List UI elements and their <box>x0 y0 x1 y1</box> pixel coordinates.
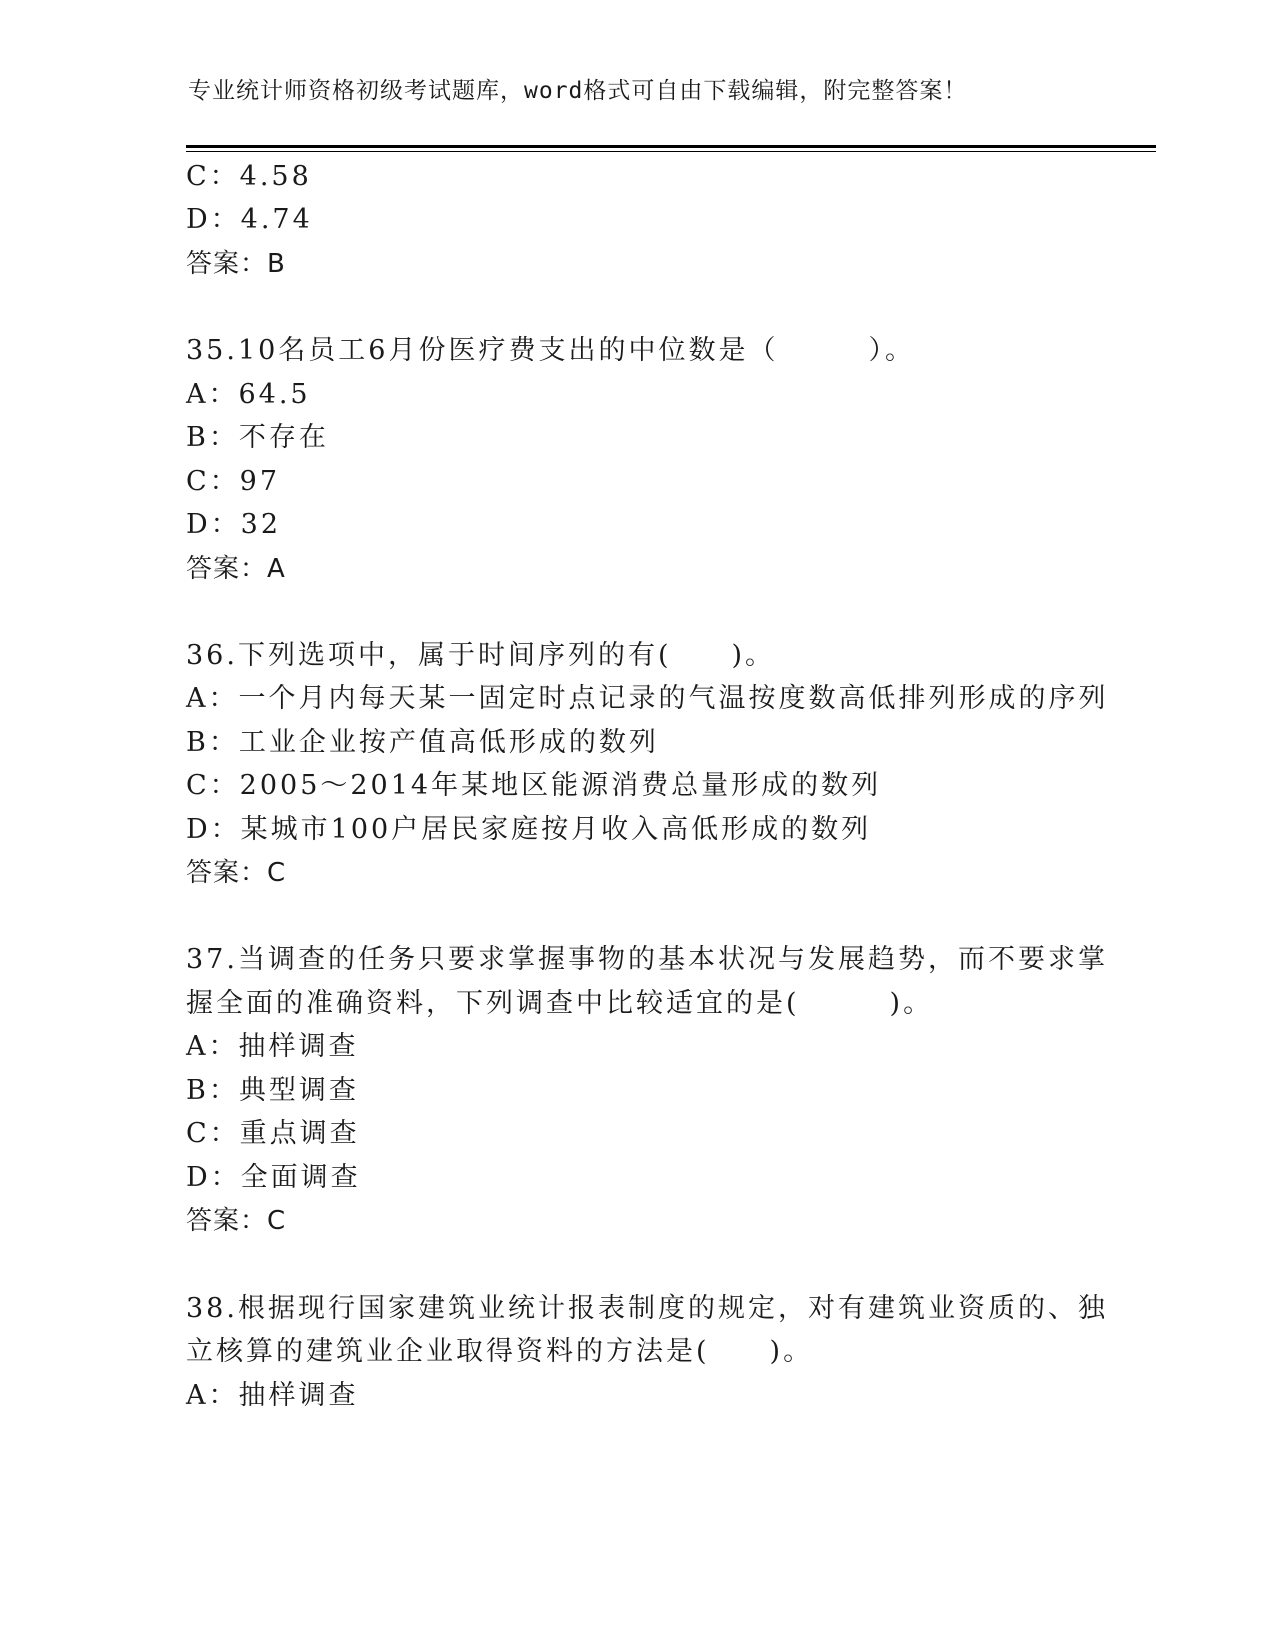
option-a-q37: A：抽样调查 <box>186 1031 359 1062</box>
option-a-q35: A：64.5 <box>186 379 311 410</box>
option-c-q36: C：2005～2014年某地区能源消费总量形成的数列 <box>186 770 882 801</box>
option-c-q35: C：97 <box>186 466 281 497</box>
option-d-q35: D：32 <box>186 509 282 540</box>
option-c-q34: C：4.58 <box>186 161 312 192</box>
option-d-q37: D：全面调查 <box>186 1162 361 1193</box>
question-37-line1: 37.当调查的任务只要求掌握事物的基本状况与发展趋势，而不要求掌 <box>186 944 1108 975</box>
question-38-line1: 38.根据现行国家建筑业统计报表制度的规定，对有建筑业资质的、独 <box>186 1293 1108 1324</box>
question-38-line2: 立核算的建筑业企业取得资料的方法是( )。 <box>186 1336 814 1367</box>
option-b-q35: B：不存在 <box>186 422 329 453</box>
header-rule-thick <box>186 145 1156 148</box>
option-d-q34: D：4.74 <box>186 204 313 235</box>
option-b-q37: B：典型调查 <box>186 1075 359 1106</box>
answer-q36: 答案：C <box>186 858 287 888</box>
option-a-q38: A：抽样调查 <box>186 1380 359 1411</box>
option-b-q36: B：工业企业按产值高低形成的数列 <box>186 727 659 758</box>
header-rule-thin <box>186 151 1156 152</box>
answer-q37: 答案：C <box>186 1206 287 1236</box>
answer-q35: 答案：A <box>186 554 286 584</box>
page-header: 专业统计师资格初级考试题库，word格式可自由下载编辑，附完整答案！ <box>188 78 968 104</box>
answer-q34: 答案：B <box>186 249 286 279</box>
question-36: 36.下列选项中，属于时间序列的有( )。 <box>186 640 776 671</box>
option-d-q36: D：某城市100户居民家庭按月收入高低形成的数列 <box>186 814 872 845</box>
question-37-line2: 握全面的准确资料，下列调查中比较适宜的是( )。 <box>186 988 934 1019</box>
option-a-q36: A：一个月内每天某一固定时点记录的气温按度数高低排列形成的序列 <box>186 683 1109 714</box>
question-35: 35.10名员工6月份医疗费支出的中位数是（ ）。 <box>186 335 915 366</box>
option-c-q37: C：重点调查 <box>186 1118 360 1149</box>
